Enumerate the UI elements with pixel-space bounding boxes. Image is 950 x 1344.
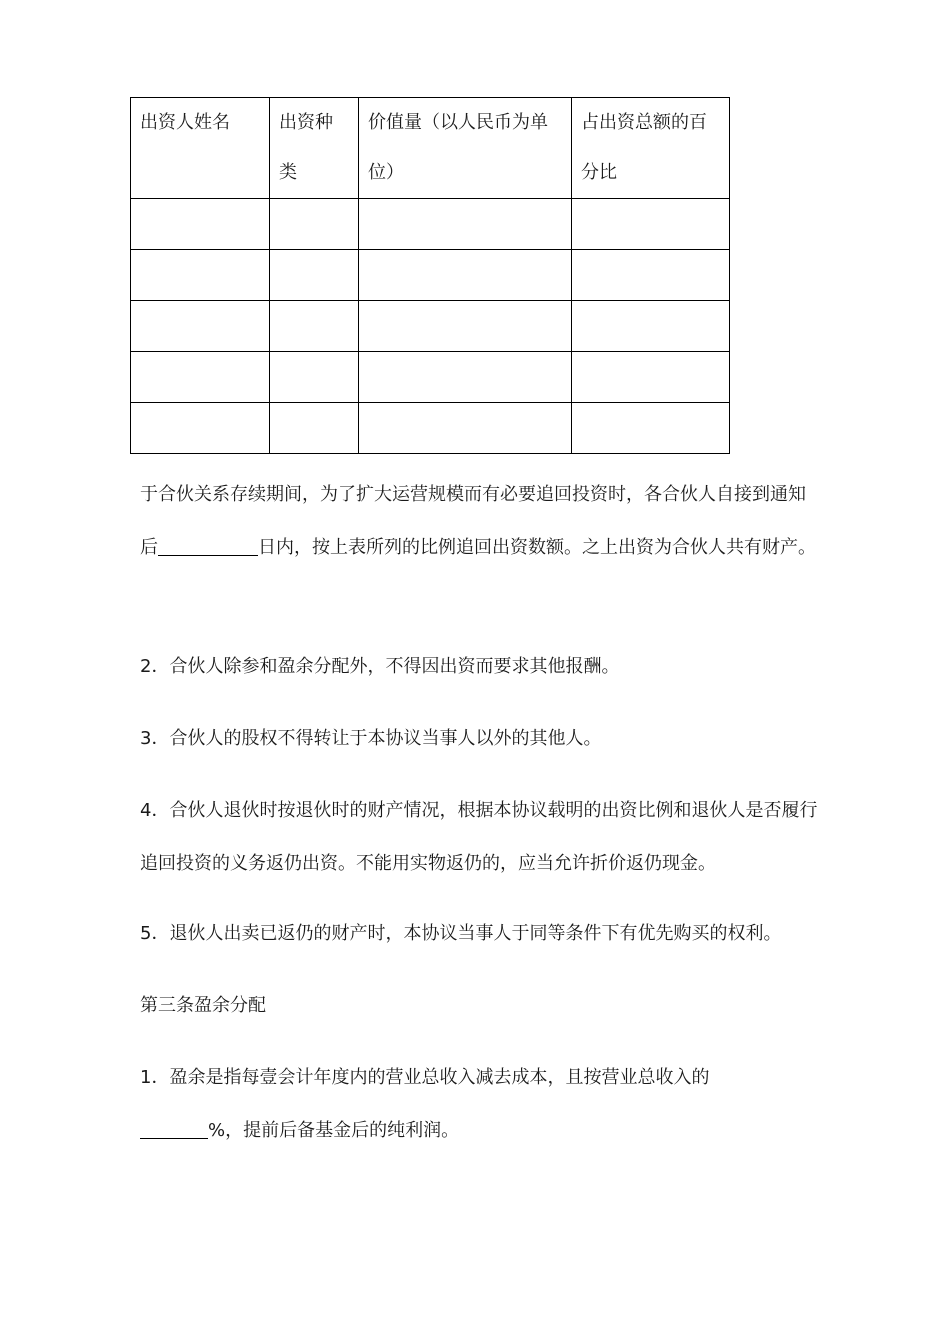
table-cell (359, 250, 572, 301)
paragraph-item-4: 4．合伙人退伙时按退伙时的财产情况，根据本协议载明的出资比例和退伙人是否履行追回投资的义务返仍出资。不能用实物返仍的，应当允许折价返仍现金。 (140, 800, 818, 874)
table-cell (359, 352, 572, 403)
paragraph-capital-increase (140, 468, 820, 574)
section-heading-article-3: 第三条盈余分配 (140, 995, 266, 1016)
table-row (131, 199, 730, 250)
table-cell (572, 403, 730, 454)
header-percentage: 占出资总额的百分比 (572, 98, 730, 199)
paragraph-text: 1．盈余是指每壹会计年度内的营业总收入减去成本，且按营业总收入的 (140, 1067, 710, 1088)
table-row (131, 352, 730, 403)
paragraph-item-2: 2．合伙人除参和盈余分配外，不得因出资而要求其他报酬。 (140, 656, 620, 677)
paragraph-item-5: 5．退伙人出卖已返仍的财产时，本协议当事人于同等条件下有优先购买的权利。 (140, 923, 782, 944)
header-investor-name: 出资人姓名 (131, 98, 270, 199)
table-cell (131, 250, 270, 301)
table-cell (131, 199, 270, 250)
table-cell (270, 403, 359, 454)
paragraph-text: %，提前后备基金后的纯利润。 (208, 1120, 460, 1141)
table-cell (270, 301, 359, 352)
table-cell (572, 250, 730, 301)
paragraph-text: 日内，按上表所列的比例追回出资数额。之上出资为合伙人共有财产。 (258, 537, 816, 558)
table-cell (572, 352, 730, 403)
header-value-amount: 价值量（以人民币为单位） (359, 98, 572, 199)
table-cell (359, 301, 572, 352)
table-cell (359, 199, 572, 250)
table-cell (572, 199, 730, 250)
table-cell (131, 301, 270, 352)
header-contribution-type: 出资种类 (270, 98, 359, 199)
table-row (131, 301, 730, 352)
table-cell (572, 301, 730, 352)
fill-in-blank-percent (140, 1120, 208, 1139)
table-row (131, 250, 730, 301)
table-cell (359, 403, 572, 454)
paragraph-text: 于合伙关系存续期间，为了扩大运营规模而有必要追回投资时，各合伙人自接到通知后 (140, 484, 806, 558)
table-cell (270, 199, 359, 250)
table-cell (270, 352, 359, 403)
table-cell (131, 403, 270, 454)
table-header-row (131, 98, 730, 199)
table-cell (270, 250, 359, 301)
paragraph-item-3: 3．合伙人的股权不得转让于本协议当事人以外的其他人。 (140, 728, 602, 749)
table-row (131, 403, 730, 454)
table-cell (131, 352, 270, 403)
contribution-table (130, 97, 730, 454)
paragraph-profit-definition (140, 1051, 820, 1157)
fill-in-blank-days (158, 537, 258, 556)
